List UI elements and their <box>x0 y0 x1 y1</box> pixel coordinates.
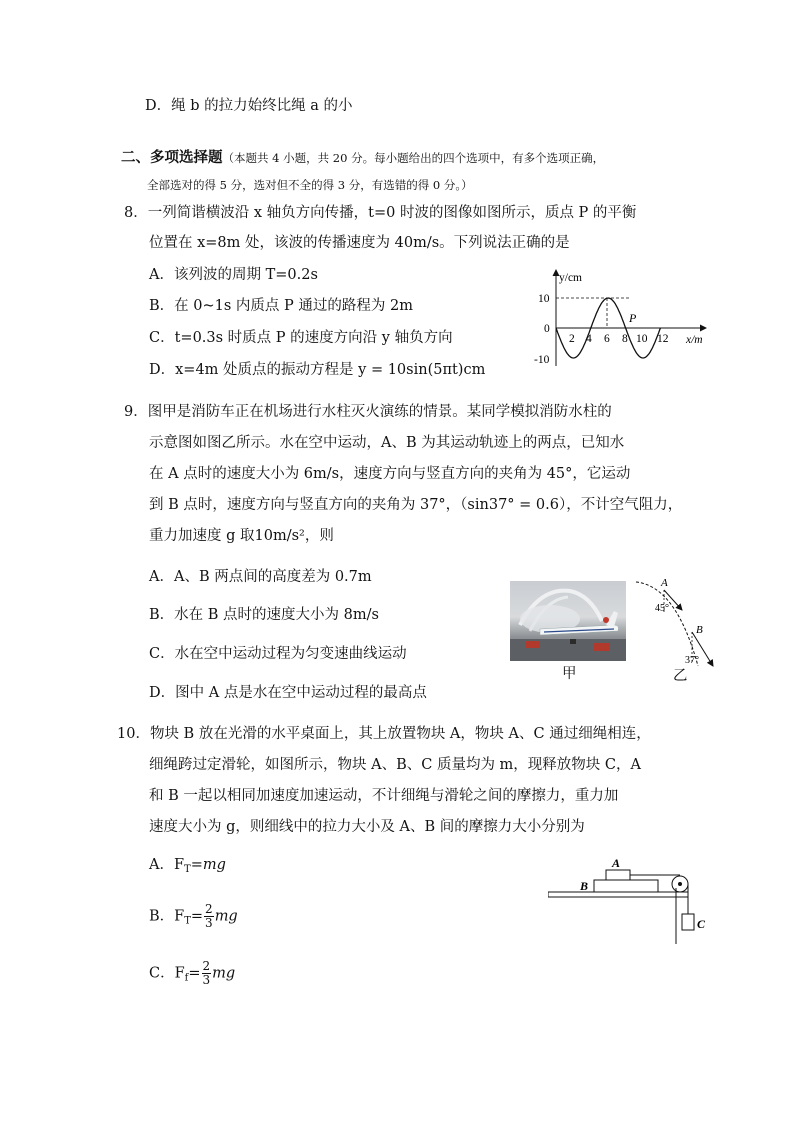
q10-option-c-rest: mg <box>212 965 236 982</box>
block-c <box>682 914 694 930</box>
q9-stem-4: 到 B 点时，速度方向与竖直方向的夹角为 37°，（sin37° = 0.6），不计空气阻力， <box>149 497 683 513</box>
q8-number: 8． <box>124 205 148 221</box>
q10-option-a-sub: T <box>184 864 191 875</box>
q10-option-b-eq: = <box>190 908 204 925</box>
point-b-label: B <box>696 624 703 636</box>
q10-stem-line-1 <box>117 724 651 744</box>
q8-stem-line-1 <box>124 203 636 223</box>
figure-jia-label: 甲 <box>562 666 577 682</box>
q8-option-c: C．t=0.3s 时质点 P 的速度方向沿 y 轴负方向 <box>149 330 453 346</box>
xtick-12: 12 <box>657 333 669 345</box>
y-axis-label: y/cm <box>559 272 582 284</box>
q10-option-b-sub: T <box>184 915 191 927</box>
q10-stem-3: 和 B 一起以相同加速度加速运动，不计细绳与滑轮之间的摩擦力，重力加 <box>149 788 619 804</box>
angle-a-label: 45° <box>655 603 669 614</box>
q10-option-c-fraction <box>202 960 212 987</box>
ytick-0: 0 <box>544 323 550 335</box>
q10-option-b-den: 3 <box>205 916 213 930</box>
q10-stem-2: 细绳跨过定滑轮，如图所示，物块 A、B、C 质量均为 m，现释放物块 C，A <box>149 757 641 773</box>
fire-truck-scene <box>510 581 626 661</box>
q10-option-c-eq: = <box>188 965 201 982</box>
q7-option-d: D．绳 b 的拉力始终比绳 a 的小 <box>145 98 353 114</box>
section-2-title: 二、多项选择题 <box>121 149 223 166</box>
q9-stem-line-1 <box>124 402 612 422</box>
block-b <box>594 880 658 892</box>
pulley-diagram <box>548 852 718 948</box>
ytick-neg10: -10 <box>534 354 550 366</box>
section-2-desc-2: 全部选对的得 5 分，选对但不全的得 3 分，有选错的得 0 分。） <box>147 178 473 192</box>
xtick-2: 2 <box>569 333 575 345</box>
q10-option-b-rest: mg <box>214 908 238 925</box>
section-2-header <box>121 148 604 168</box>
x-axis-label: x/m <box>686 334 703 346</box>
ytick-10: 10 <box>538 293 550 305</box>
q10-option-a <box>149 855 226 880</box>
q9-option-d: D．图中 A 点是水在空中运动过程的最高点 <box>149 685 427 701</box>
q10-option-b-num: 2 <box>205 902 213 916</box>
block-a <box>606 870 630 880</box>
q9-stem-1: 图甲是消防车正在机场进行水柱灭火演练的情景。某同学模拟消防水柱的 <box>147 404 612 420</box>
q8-option-b: B．在 0~1s 内质点 P 通过的路程为 2m <box>149 298 413 314</box>
q9-option-b: B．水在 B 点时的速度大小为 8m/s <box>149 607 379 623</box>
pulley-axle <box>678 882 682 886</box>
q8-option-a: A．该列波的周期 T=0.2s <box>149 267 318 283</box>
trajectory-path <box>636 582 698 666</box>
label-a: A <box>612 856 621 870</box>
q10-option-c-sub: f <box>184 972 189 984</box>
q9-stem-2: 示意图如图乙所示。水在空中运动，A、B 为其运动轨迹上的两点，已知水 <box>149 435 625 451</box>
label-b: B <box>580 879 589 893</box>
q8-stem-2: 位置在 x=8m 处，该波的传播速度为 40m/s。下列说法正确的是 <box>149 235 570 251</box>
q10-option-b-fraction <box>204 903 214 930</box>
xtick-8: 8 <box>622 333 628 345</box>
xtick-4: 4 <box>586 333 592 345</box>
xtick-10: 10 <box>636 333 648 345</box>
q9-stem-5: 重力加速度 g 取10m/s²，则 <box>149 528 334 544</box>
q10-option-c-prefix: C．F <box>149 965 185 982</box>
point-p-label: P <box>629 311 637 325</box>
section-2-desc-1: （本题共 4 小题，共 20 分。每小题给出的四个选项中，有多个选项正确， <box>222 151 605 165</box>
q10-number: 10． <box>117 726 150 742</box>
q8-wave-graph <box>530 266 720 374</box>
q9-number: 9． <box>124 404 148 420</box>
q10-option-a-rest: =mg <box>190 857 226 873</box>
q10-option-b <box>149 903 238 932</box>
q8-stem-1: 一列简谐横波沿 x 轴负方向传播，t=0 时波的图像如图所示，质点 P 的平衡 <box>147 205 637 221</box>
fire-truck-photo <box>510 581 626 661</box>
xtick-6: 6 <box>604 333 610 345</box>
q10-stem-1: 物块 B 放在光滑的水平桌面上，其上放置物块 A，物块 A、C 通过细绳相连， <box>149 726 651 742</box>
q9-stem-3: 在 A 点时的速度大小为 6m/s，速度方向与竖直方向的夹角为 45°，它运动 <box>149 466 631 482</box>
figure-yi-label: 乙 <box>673 668 688 684</box>
q9-option-c: C．水在空中运动过程为匀变速曲线运动 <box>149 646 407 662</box>
q10-stem-4: 速度大小为 g，则细线中的拉力大小及 A、B 间的摩擦力大小分别为 <box>149 819 585 835</box>
q8-option-d: D．x=4m 处质点的振动方程是 y = 10sin(5πt)cm <box>149 362 486 378</box>
q10-option-b-prefix: B．F <box>149 908 185 925</box>
table-surface <box>548 892 688 897</box>
q10-option-c-den: 3 <box>202 973 211 987</box>
q10-option-c <box>149 960 235 989</box>
q9-option-a: A．A、B 两点间的高度差为 0.7m <box>149 569 372 585</box>
q10-option-c-num: 2 <box>202 959 211 973</box>
angle-b-label: 37° <box>685 655 699 666</box>
label-c: C <box>697 917 706 931</box>
point-a-label: A <box>661 577 668 589</box>
q10-option-a-prefix: A．F <box>149 857 185 873</box>
